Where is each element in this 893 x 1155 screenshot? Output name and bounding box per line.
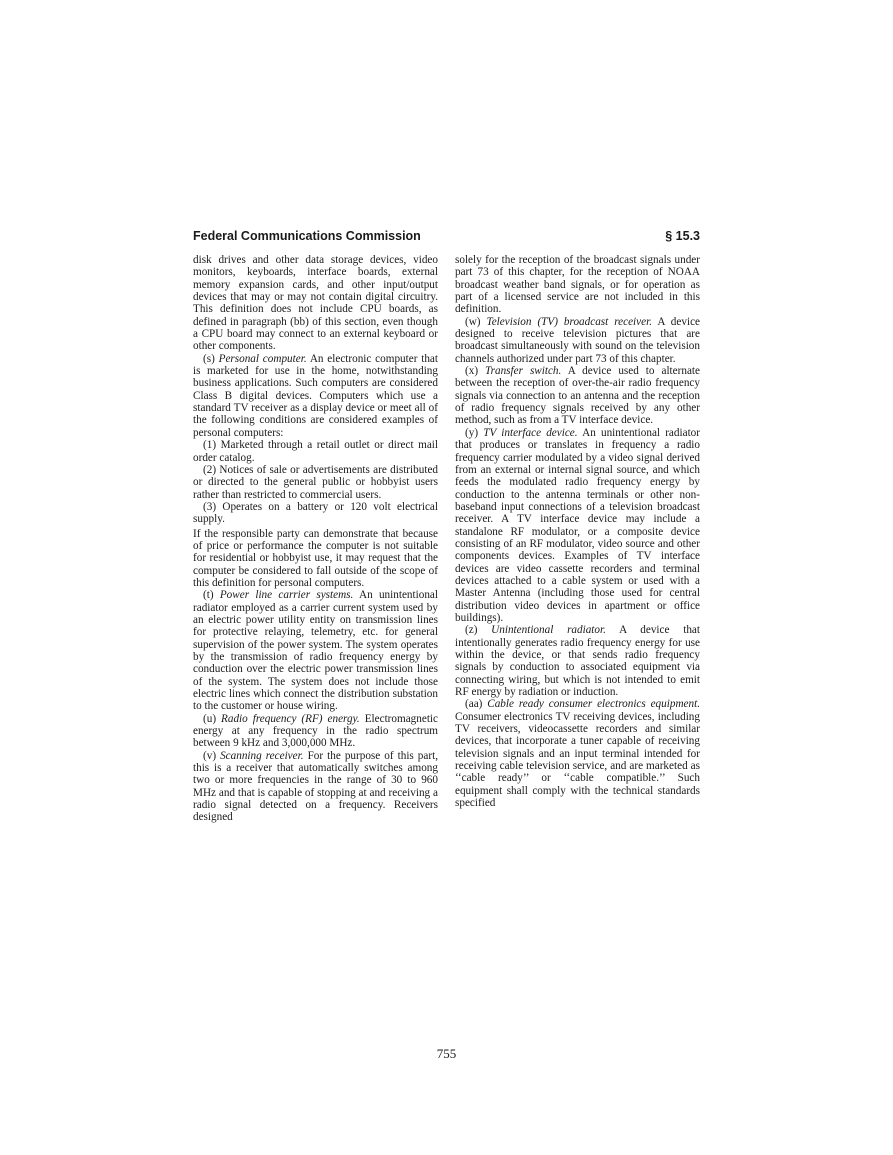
paragraph-label: (v) — [203, 749, 217, 762]
paragraph — [193, 589, 438, 712]
paragraph-text: Notices of sale or advertisements are distributed or directed to the general public or hobbyist users rather than restricted to commercial users. — [193, 463, 438, 501]
paragraph-text: For the purpose of this part, this is a receiver that automatically switches among two or more frequencies in the range of 30 to 960 MHz and that is capable of stopping at and receiving a radio signal detected on a frequency. Receivers designed — [193, 749, 439, 824]
paragraph-text: A device used to alternate between the reception of over-the-air radio frequency signals via connection to an antenna and the reception of radio frequency signals received by any other method, such as from a TV interface device. — [455, 365, 700, 427]
paragraph — [193, 464, 438, 501]
defined-term: Television (TV) broadcast receiver. — [486, 315, 653, 328]
right-column — [455, 254, 700, 809]
paragraph — [455, 365, 700, 427]
paragraph-label: (3) — [203, 500, 217, 513]
paragraph-text: solely for the reception of the broadcast signals under part 73 of this chapter, for the reception of NOAA broadcast weather band signals, or for operation as part of a licensed service are not included in this definition. — [455, 254, 700, 316]
page-number: 755 — [436, 1046, 457, 1061]
defined-term: TV interface device. — [483, 426, 578, 439]
paragraph — [455, 427, 700, 625]
defined-term: Cable ready consumer electronics equipment. — [487, 698, 700, 711]
defined-term: Radio frequency (RF) energy. — [221, 712, 360, 725]
paragraph-label: (s) — [203, 352, 215, 365]
paragraph-label: (w) — [465, 315, 481, 328]
paragraph-label: (z) — [465, 624, 478, 637]
paragraph-label: (2) — [203, 463, 217, 476]
paragraph-text: disk drives and other data storage devices, video monitors, keyboards, interface boards, external memory expansion cards, and other input/output devices that may or may not contain digital circuitry. This definition does not include CPU boards, as defined in paragraph (bb) of this section, even though a CPU board may connect to an external keyboard or other components. — [193, 254, 438, 353]
defined-term: Personal computer. — [218, 352, 307, 365]
paragraph — [455, 316, 700, 365]
paragraph — [193, 528, 438, 590]
paragraph-text: An unintentional radiator that produces or translates in frequency a radio frequency carrier modulated by a video signal derived from an external or internal signal source, and which feeds the modulated radio frequency energy by conduction to the antenna terminals or other non-baseband input connections of a television broadcast receiver. A TV interface device may include a standalone RF modulator, or a composite device consisting of an RF modulator, video source and other components devices. Examples of TV interface devices are video cassette recorders and terminal devices attached to a cable system or used with a Master Antenna (including those used for central distribution video devices in apartment or office buildings). — [455, 426, 700, 624]
defined-term: Power line carrier systems. — [219, 589, 354, 602]
paragraph-text: An unintentional radiator employed as a carrier current system used by an electric power utility entity on transmission lines for protective relaying, telemetry, etc. for general supervision of the power system. The system operates by the transmission of radio frequency energy by conduction over the electric power transmission lines of the system. The system does not include those electric lines which connect the distribution substation to the customer or house wiring. — [193, 589, 439, 713]
paragraph-label: (u) — [203, 712, 217, 725]
paragraph-label: (1) — [203, 439, 217, 452]
paragraph-label: (t) — [203, 589, 214, 602]
paragraph — [193, 750, 438, 824]
defined-term: Scanning receiver. — [220, 749, 304, 762]
paragraph-label: (x) — [465, 365, 479, 378]
defined-term: Transfer switch. — [485, 365, 562, 378]
paragraph-text: Electromagnetic energy at any frequency in the radio spectrum between 9 kHz and 3,000,000 MHz. — [193, 712, 439, 750]
paragraph — [455, 254, 700, 316]
paragraph-text: A device designed to receive television pictures that are broadcast simultaneously with sound on the television channels authorized under part 73 of this chapter. — [455, 315, 701, 365]
paragraph — [193, 713, 438, 750]
header-agency: Federal Communications Commission — [193, 229, 421, 243]
paragraph-text: Operates on a battery or 120 volt electrical supply. — [193, 500, 438, 526]
paragraph-label: (aa) — [465, 698, 483, 711]
paragraph — [455, 698, 700, 809]
paragraph-label: (y) — [465, 426, 479, 439]
paragraph-text: If the responsible party can demonstrate that because of price or performance the computer is not suitable for residential or hobbyist use, it may request that the computer be considered to fall outside of the scope of this definition for personal computers. — [193, 527, 438, 589]
paragraph — [193, 439, 438, 464]
paragraph — [193, 353, 438, 439]
paragraph — [193, 501, 438, 526]
paragraph-text: An electronic computer that is marketed for use in the home, notwithstanding business applications. Such computers are considered Class B digital devices. Computers which use a standard TV receiver as a display device or meet all of the following conditions are considered examples of personal computers: — [193, 352, 438, 439]
header-section: § 15.3 — [665, 229, 700, 243]
defined-term: Unintentional radiator. — [491, 624, 606, 637]
paragraph — [193, 254, 438, 353]
left-column — [193, 254, 438, 824]
running-header — [193, 229, 700, 247]
paragraph-text: Consumer electronics TV receiving devices, including TV receivers, videocassette recorders and similar devices, that incorporate a tuner capable of receiving television signals and an input terminal intended for receiving cable television service, and are marketed as ‘‘cable ready’’ or ‘‘cable compatible.’’ Such equipment shall comply with the technical standards specified — [455, 710, 700, 810]
paragraph — [455, 624, 700, 698]
paragraph-text: A device that intentionally generates radio frequency energy for use within the device, or that sends radio frequency signals by conduction to associated equipment via connecting wiring, but which is not intended to emit RF energy by radiation or induction. — [455, 624, 700, 699]
paragraph-text: Marketed through a retail outlet or direct mail order catalog. — [193, 439, 439, 464]
